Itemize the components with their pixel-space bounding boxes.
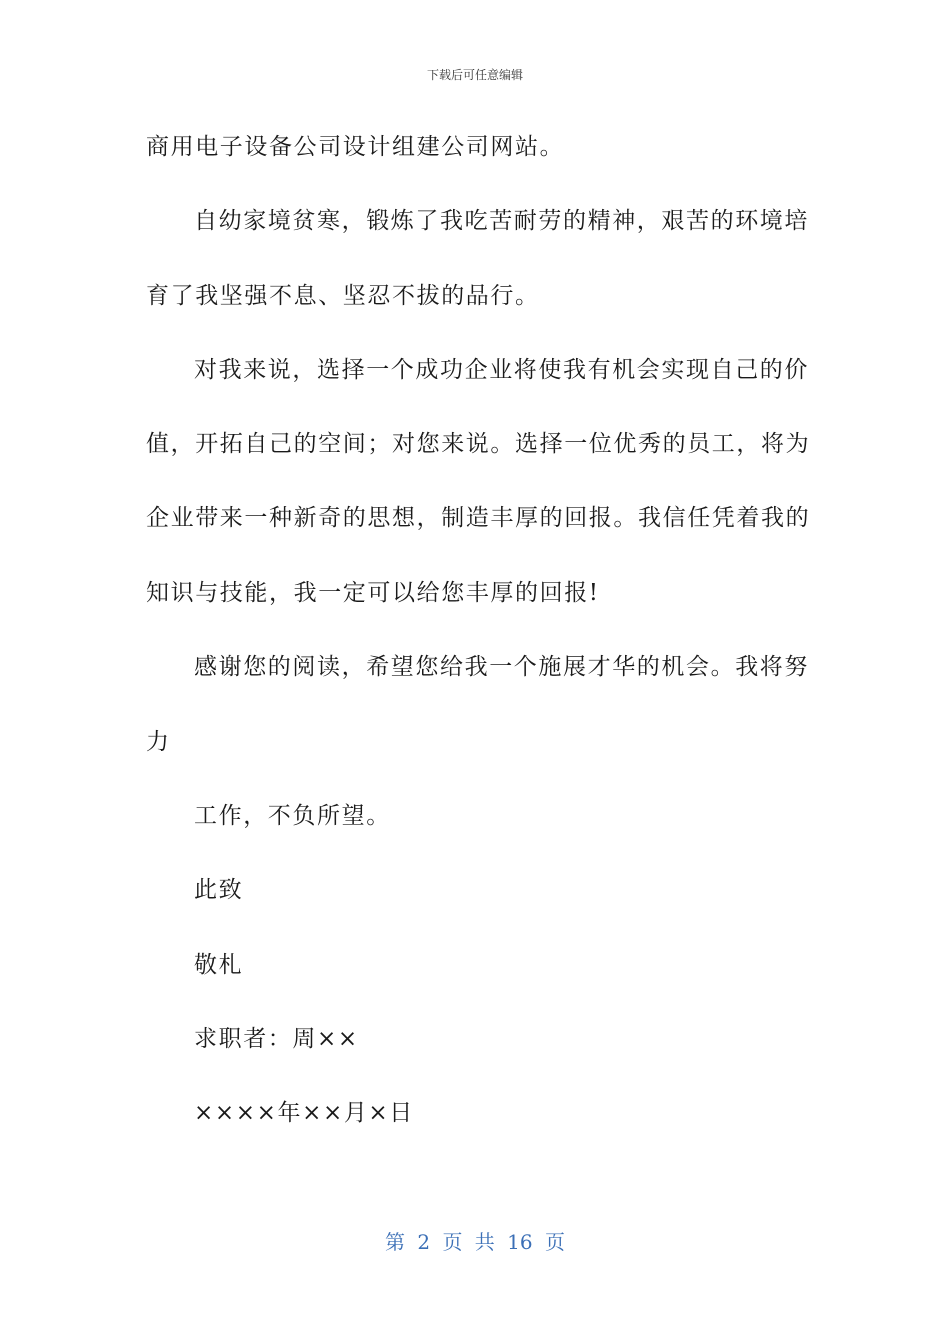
body-line-3: 育了我坚强不息、坚忍不拔的品行。 bbox=[146, 283, 540, 309]
body-line-5: 值，开拓自己的空间；对您来说。选择一位优秀的员工，将为 bbox=[146, 431, 811, 457]
letter-date: ××××年××月×日 bbox=[194, 1100, 414, 1126]
body-line-9: 力 bbox=[146, 729, 171, 755]
body-line-10: 工作，不负所望。 bbox=[194, 803, 391, 829]
applicant-signature: 求职者：周×× bbox=[194, 1026, 359, 1052]
closing-salutation: 此致 bbox=[194, 877, 244, 903]
page-number: 第 2 页 共 16 页 bbox=[385, 1230, 565, 1254]
body-line-2: 自幼家境贫寒，锻炼了我吃苦耐劳的精神，艰苦的环境培 bbox=[194, 208, 809, 234]
body-line-4: 对我来说，选择一个成功企业将使我有机会实现自己的价 bbox=[194, 357, 809, 383]
body-line-7: 知识与技能，我一定可以给您丰厚的回报! bbox=[146, 580, 600, 606]
header-note: 下载后可任意编辑 bbox=[426, 68, 523, 82]
body-line-6: 企业带来一种新奇的思想，制造丰厚的回报。我信任凭着我的 bbox=[146, 505, 811, 531]
body-line-8: 感谢您的阅读，希望您给我一个施展才华的机会。我将努 bbox=[194, 654, 809, 680]
body-line-1: 商用电子设备公司设计组建公司网站。 bbox=[146, 134, 565, 160]
closing-regards: 敬札 bbox=[194, 952, 244, 978]
